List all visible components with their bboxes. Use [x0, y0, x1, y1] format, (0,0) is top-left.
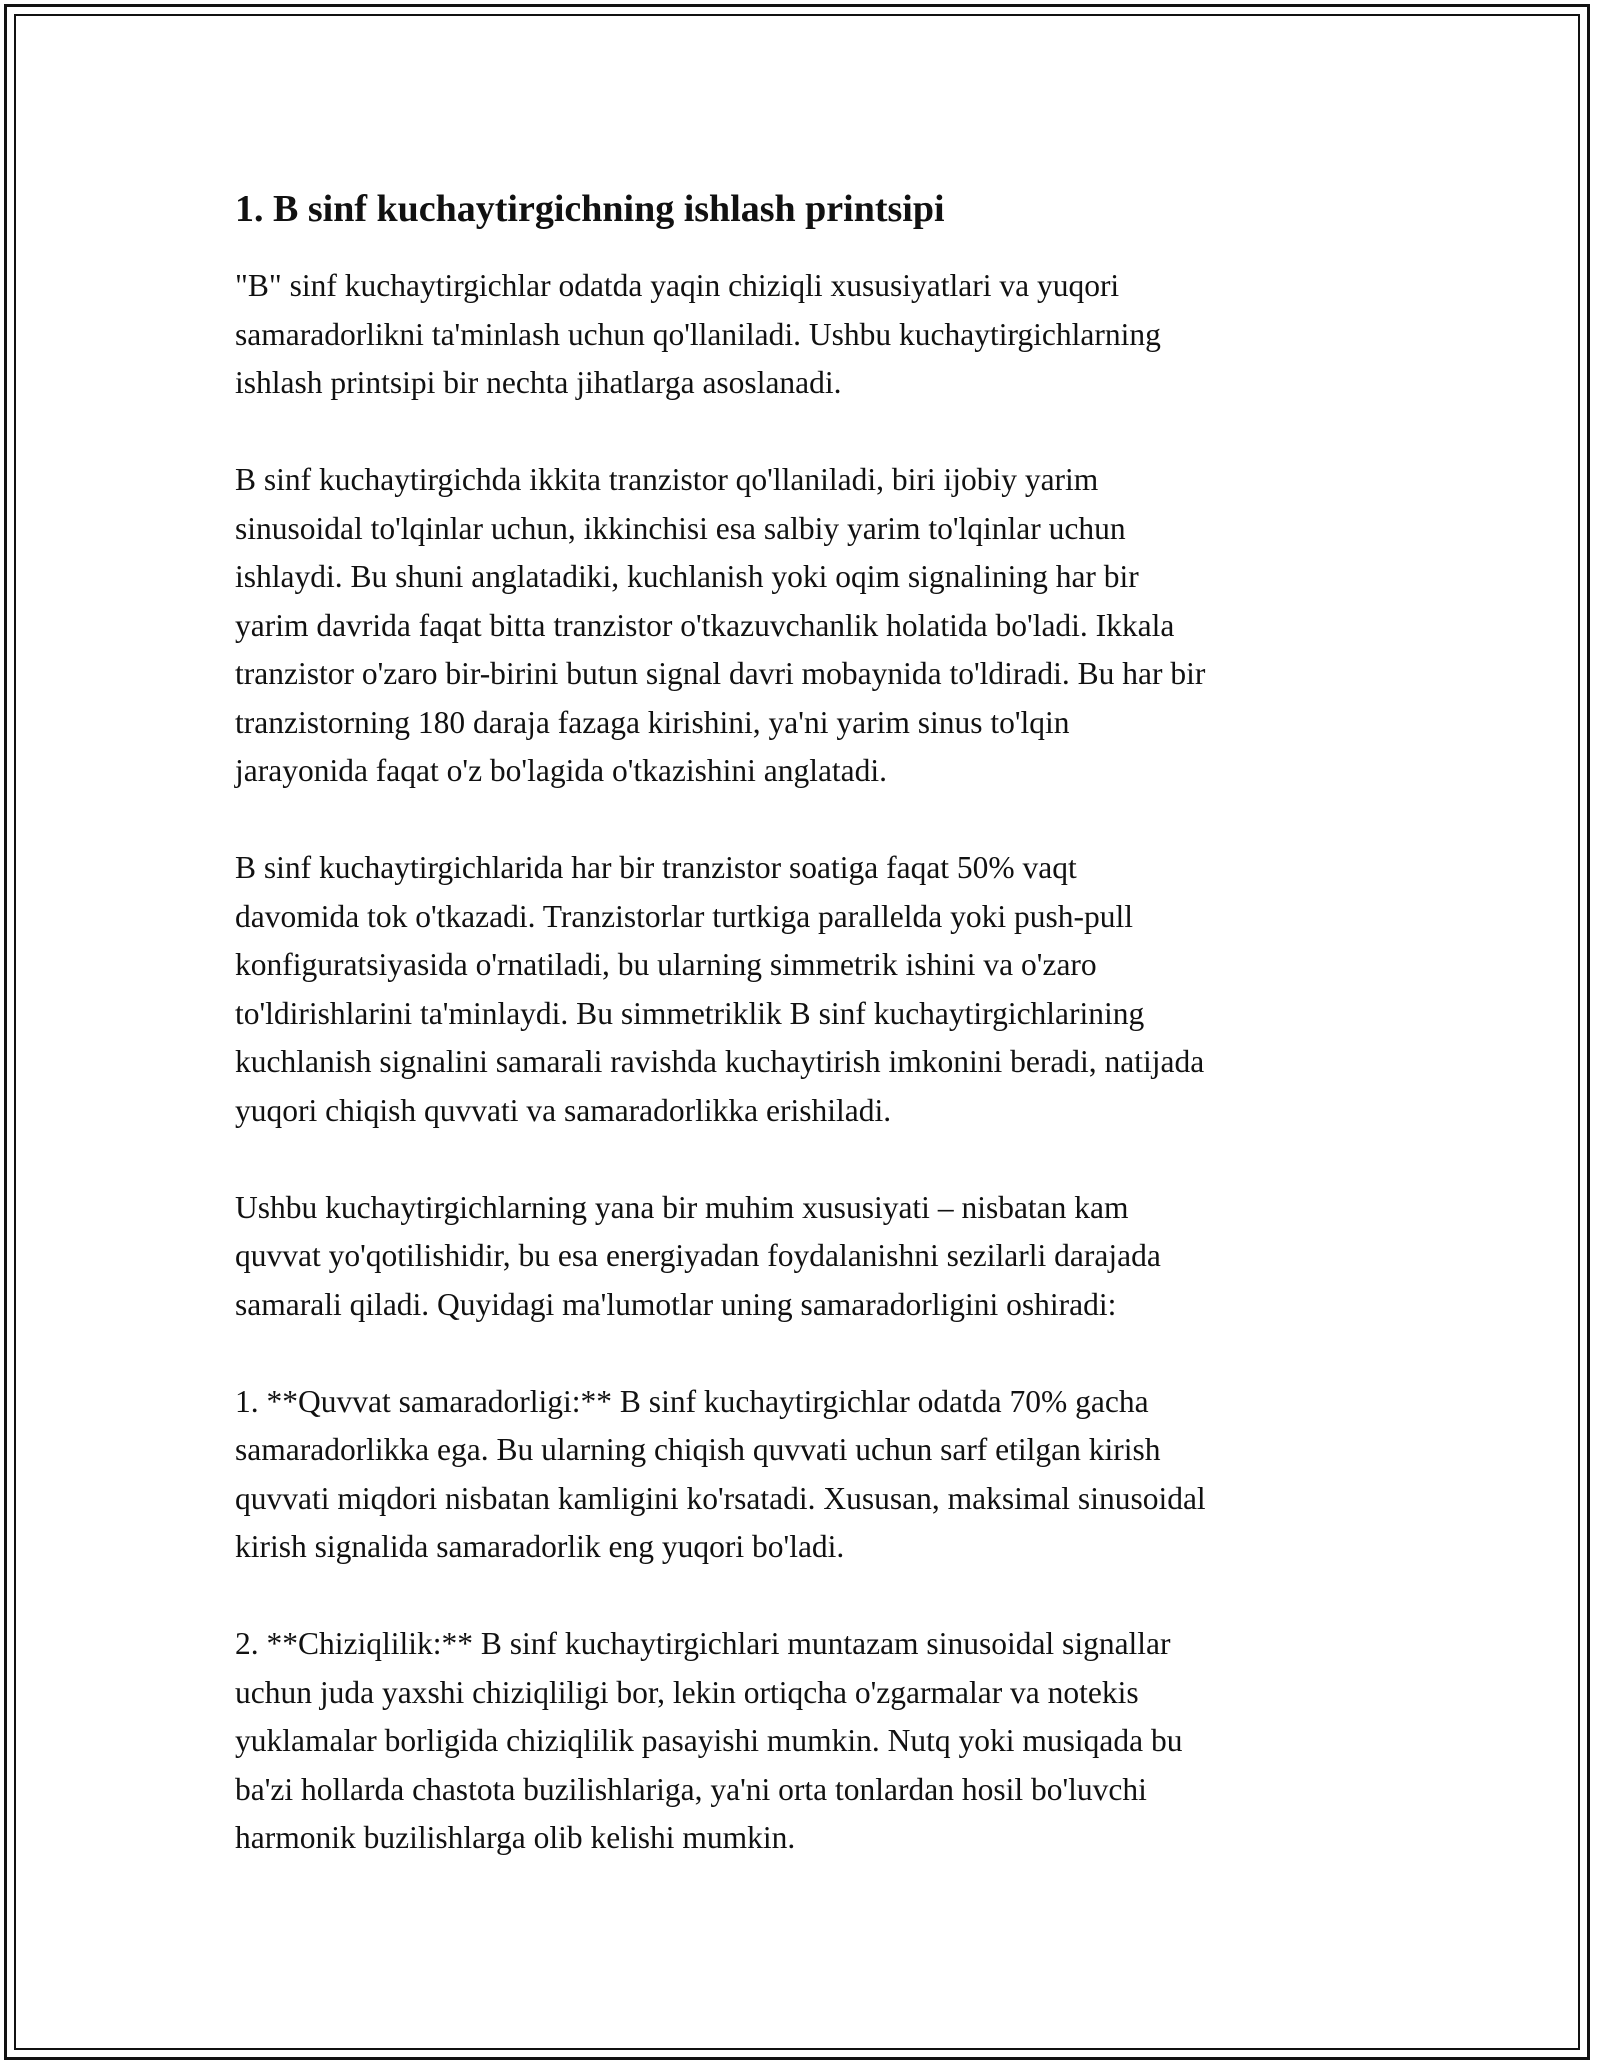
document-content [235, 184, 1375, 1863]
paragraph-transistors: B sinf kuchaytirgichda ikkita tranzistor qo'llaniladi, biri ijobiy yarim sinusoidal to'lqinlar uchun, ikkinchisi esa salbiy yarim to'lqinlar uchun ishlaydi. Bu shuni anglatadiki, kuchlanish yoki oqim signalining har bir yarim davrida faqat bitta tranzistor o'tkazuvchanlik holatida bo'ladi. Ikkala tranzistor o'zaro bir-birini butun signal davri mobaynida to'ldiradi. Bu har bir tranzistorning 180 daraja fazaga kirishini, ya'ni yarim sinus to'lqin jarayonida faqat o'z bo'lagida o'tkazishini anglatadi. [235, 462, 1206, 788]
list-item-power-efficiency: 1. **Quvvat samaradorligi:** B sinf kuchaytirgichlar odatda 70% gacha samaradorlikka ega. Bu ularning chiqish quvvati uchun sarf etilgan kirish quvvati miqdori nisbatan kamligini ko'rsatadi. Xususan, maksimal sinusoidal kirish signalida samaradorlik eng yuqori bo'ladi. [235, 1383, 1206, 1564]
list-item-linearity: 2. **Chiziqlilik:** B sinf kuchaytirgichlari muntazam sinusoidal signallar uchun juda yaxshi chiziqliligi bor, lekin ortiqcha o'zgarmalar va notekis yuklamalar borligida chiziqlilik pasayishi mumkin. Nutq yoki musiqada bu ba'zi hollarda chastota buzilishlariga, ya'ni orta tonlardan hosil bo'luvchi harmonik buzilishlarga olib kelishi mumkin. [235, 1626, 1183, 1855]
paragraph-intro: "B" sinf kuchaytirgichlar odatda yaqin chiziqli xususiyatlari va yuqori samaradorlikni ta'minlash uchun qo'llaniladi. Ushbu kuchaytirgichlarning ishlash printsipi bir nechta jihatlarga asoslanadi. [235, 268, 1161, 400]
paragraph-power-loss: Ushbu kuchaytirgichlarning yana bir muhim xususiyati – nisbatan kam quvvat yo'qotilishidir, bu esa energiyadan foydalanishni sezilarli darajada samarali qiladi. Quyidagi ma'lumotlar uning samaradorligini oshiradi: [235, 1189, 1161, 1322]
document-title: 1. B sinf kuchaytirgichning ishlash printsipi [235, 188, 945, 230]
paragraph-conduction: B sinf kuchaytirgichlarida har bir tranzistor soatiga faqat 50% vaqt davomida tok o'tkazadi. Tranzistorlar turtkiga parallelda yoki push-pull konfiguratsiyasida o'rnatiladi, bu ularning simmetrik ishini va o'zaro to'ldirishlarini ta'minlaydi. Bu simmetriklik B sinf kuchaytirgichlarining kuchlanish signalini samarali ravishda kuchaytirish imkonini beradi, natijada yuqori chiqish quvvati va samaradorlikka erishiladi. [235, 850, 1205, 1128]
